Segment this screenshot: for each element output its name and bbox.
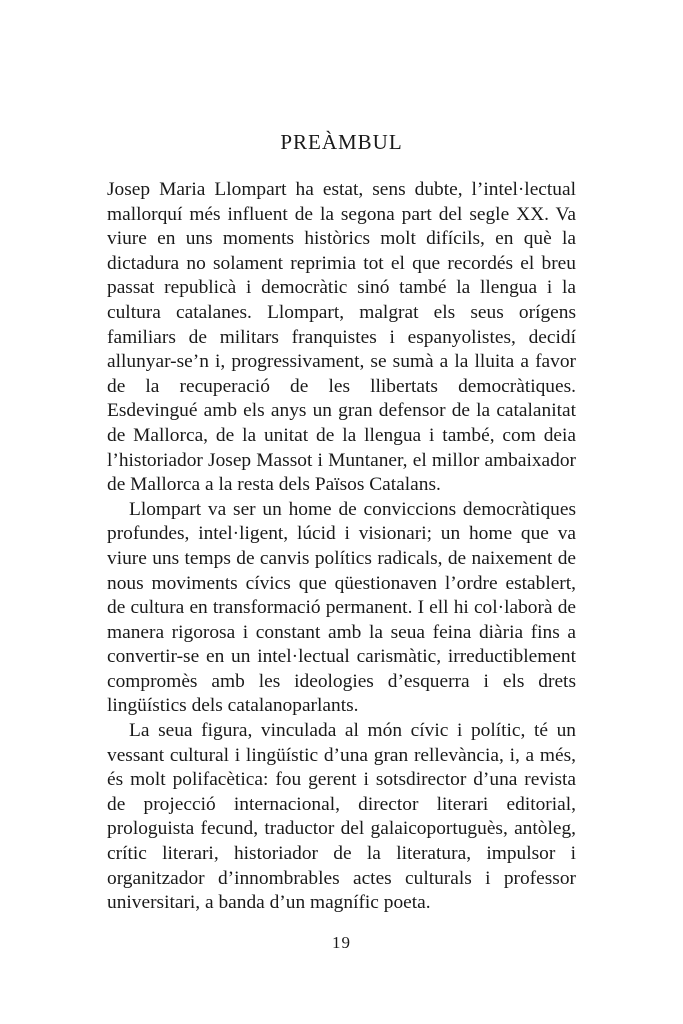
paragraph-2: Llompart va ser un home de conviccions democràtiques profundes, intel·ligent, lúcid i visionari; un home que va viure uns temps de canvis polítics radicals, de naixement de nous moviments cívics que qüestionaven l’ordre establert, de cultura en transformació permanent. I ell hi col·laborà de manera rigorosa i constant amb la seua feina diària fins a convertir-se en un intel·lectual carismàtic, irreductiblement compromès amb les ideologies d’esquerra i els drets lingüístics dels catalanoparlants. — [107, 498, 576, 717]
paragraph-3: La seua figura, vinculada al món cívic i polític, té un vessant cultural i lingüístic d’una gran rellevància, i, a més, és molt polifacètica: fou gerent i sotsdirector d’una revista de projecció internacional, director literari editorial, prologuista fecund, traductor del galaicoportuguès, antòleg, crític literari, historiador de la literatura, impulsor i organitzador d’innombrables actes culturals i professor universitari, a banda d’un magnífic poeta. — [107, 720, 576, 914]
body-text — [107, 178, 576, 916]
page-number: 19 — [332, 933, 351, 952]
paragraph-1: Josep Maria Llompart ha estat, sens dubte, l’intel·lectual mallorquí més influent de la segona part del segle XX. Va viure en uns moments històrics molt difícils, en què la dictadura no solament reprimia tot el que recordés el breu passat republicà i democràtic sinó també la llengua i la cultura catalanes. Llompart, malgrat els seus orígens familiars de militars franquistes i espanyolistes, decidí allunyar-se’n i, progressivament, se sumà a la lluita a favor de la recuperació de les llibertats democràtiques. Esdevingué amb els anys un gran defensor de la catalanitat de Mallorca, de la unitat de la llengua i també, com deia l’historiador Josep Massot i Muntaner, el millor ambaixador de Mallorca a la resta dels Països Catalans. — [107, 179, 576, 496]
chapter-title: PREÀMBUL — [280, 130, 403, 154]
